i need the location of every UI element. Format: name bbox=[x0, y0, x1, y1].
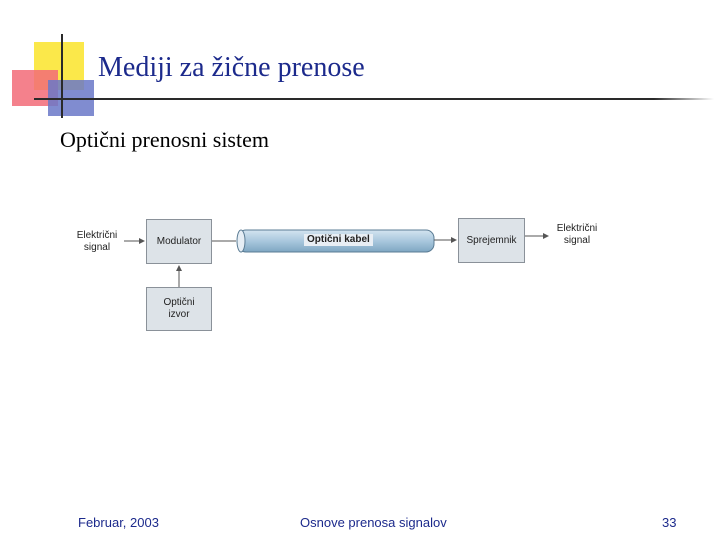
slide-title: Mediji za žične prenose bbox=[98, 52, 365, 83]
footer-page-number: 33 bbox=[662, 515, 677, 530]
footer-date: Februar, 2003 bbox=[78, 515, 159, 530]
slide-subtitle: Optični prenosni sistem bbox=[60, 127, 269, 152]
optical-cable-label: Optični kabel bbox=[304, 234, 373, 246]
footer-course: Osnove prenosa signalov bbox=[300, 515, 447, 530]
receiver-box: Sprejemnik bbox=[458, 218, 525, 263]
electric-signal-input-label: Električni signal bbox=[76, 230, 118, 253]
optical-source-box: Optični izvor bbox=[146, 287, 212, 331]
electric-signal-output-label: Električni signal bbox=[556, 223, 598, 246]
optical-cable-end bbox=[237, 230, 245, 252]
modulator-box: Modulator bbox=[146, 219, 212, 264]
